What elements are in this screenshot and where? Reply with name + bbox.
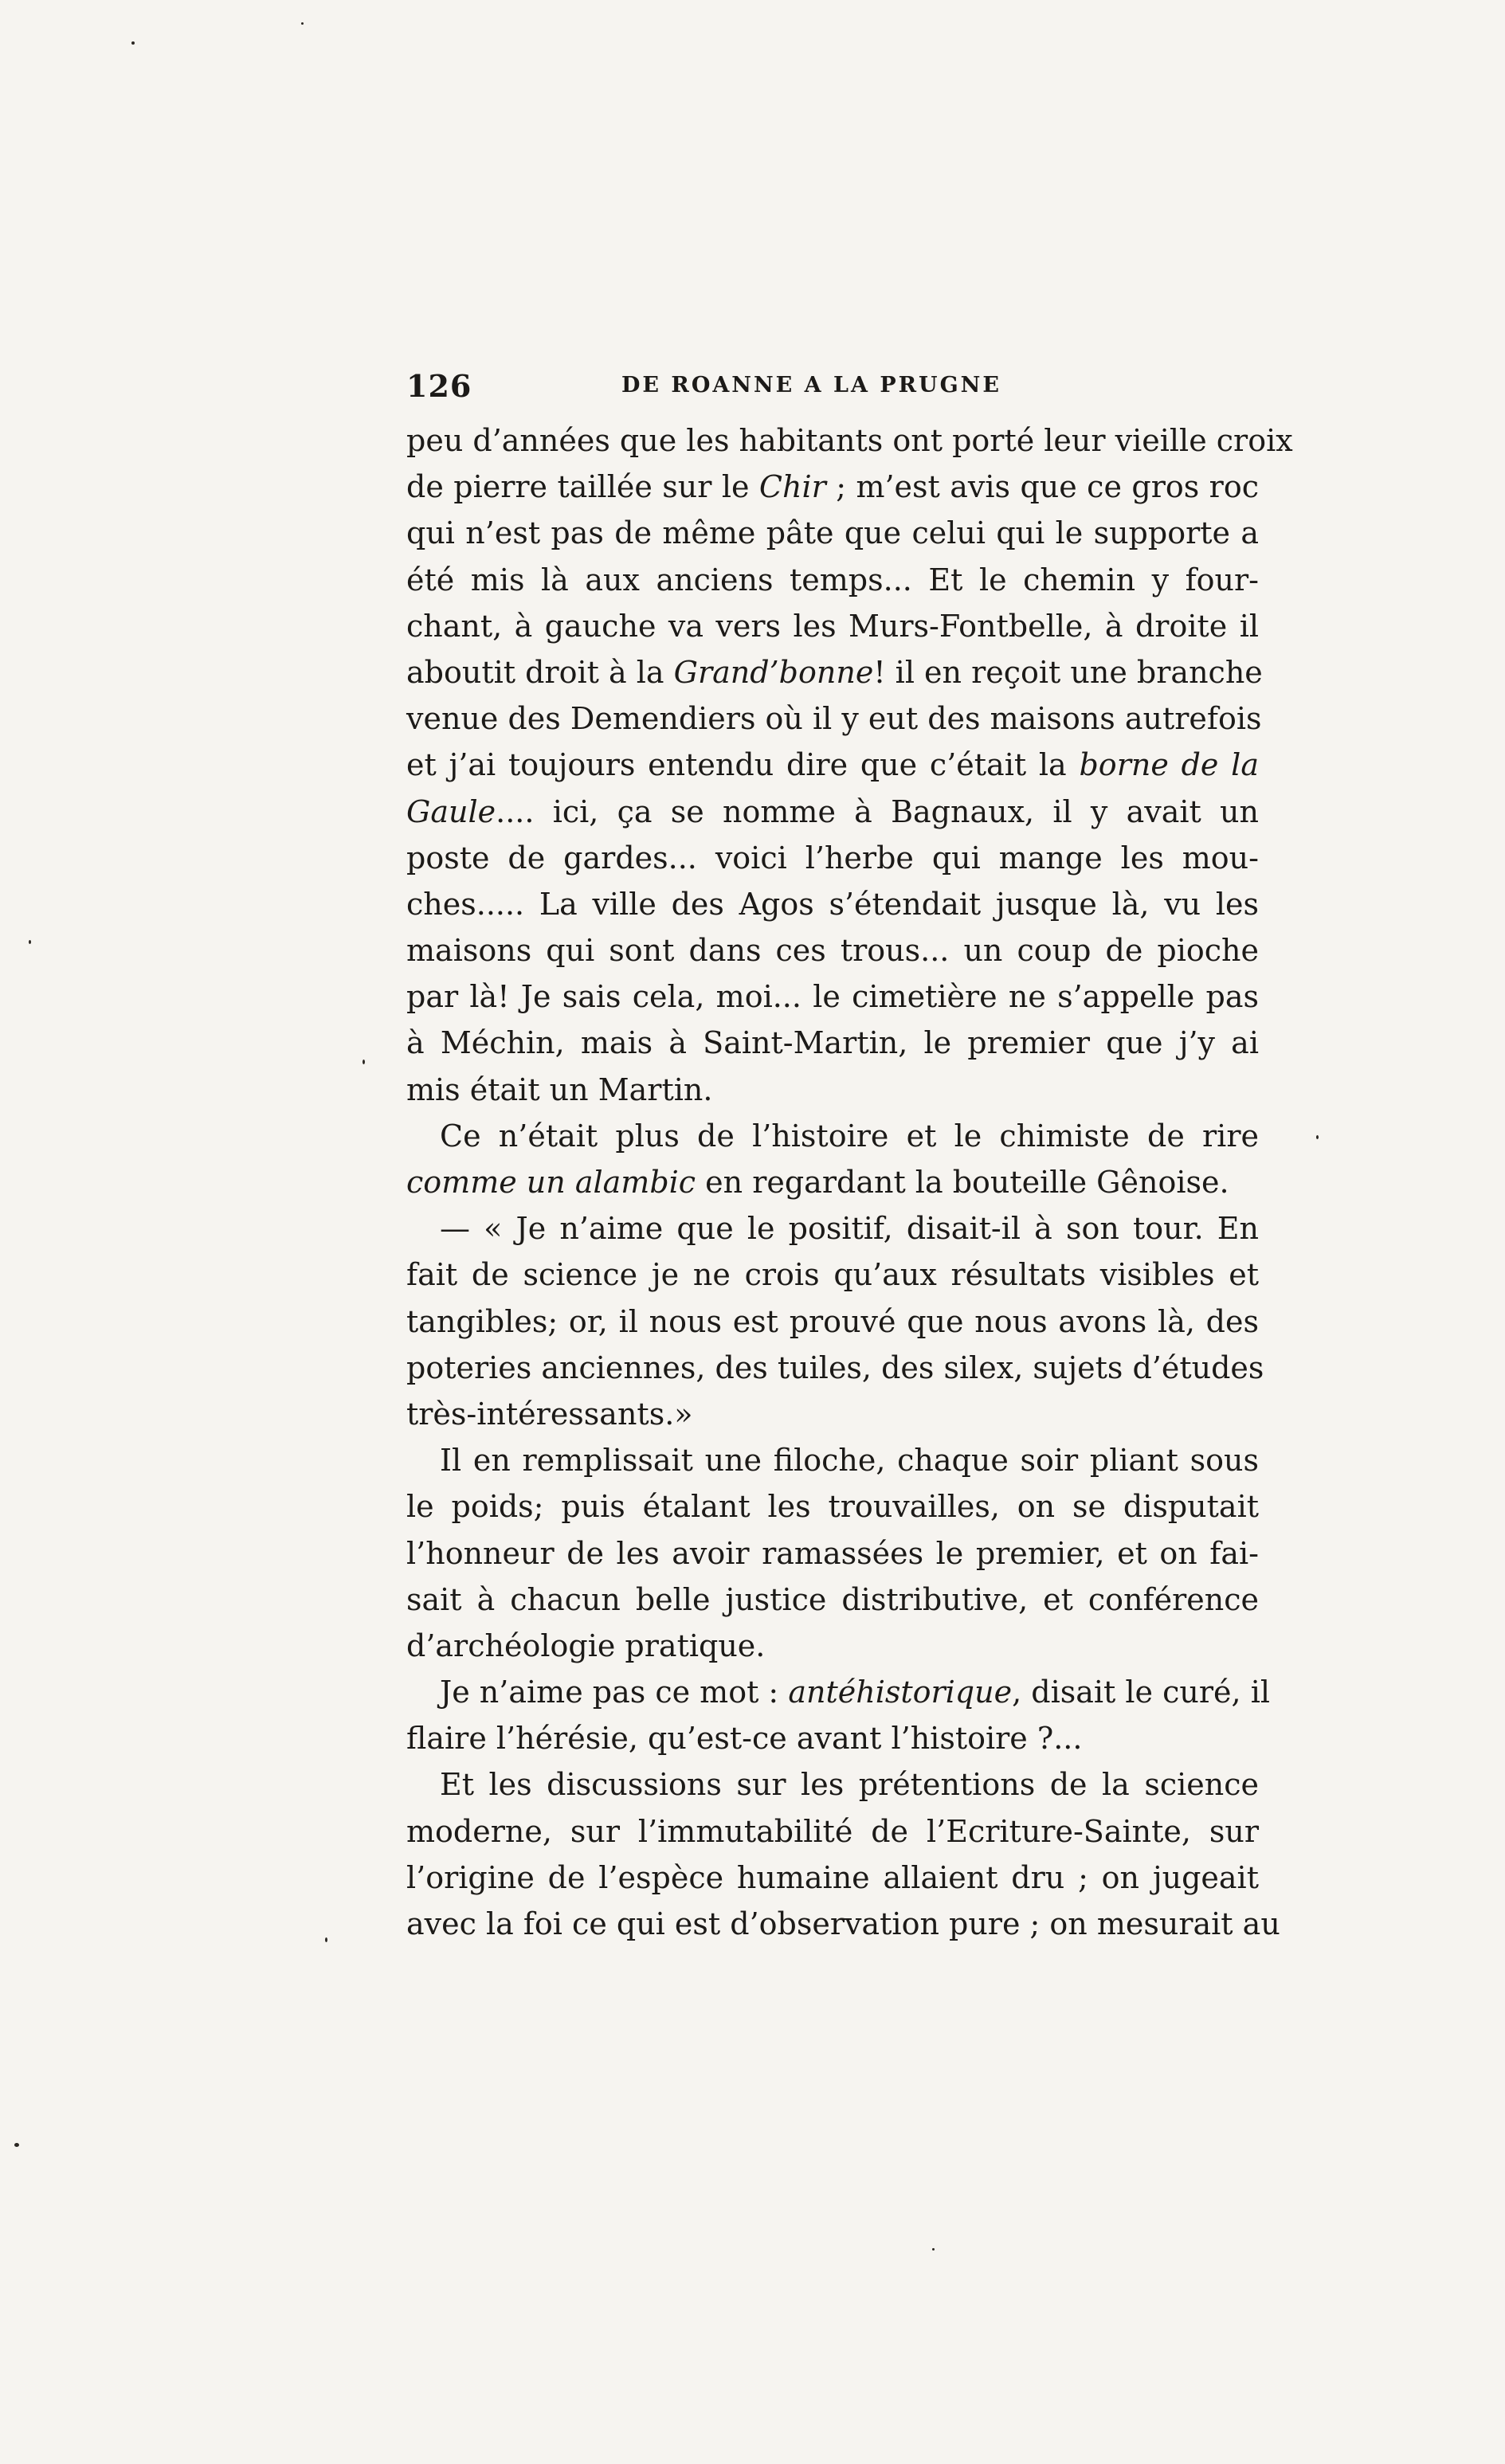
- text-line: Gaule.... ici, ça se nomme à Bagnaux, il y avait un: [406, 793, 1259, 829]
- text-line: et j’ai toujours entendu dire que c’était la borne de la: [406, 747, 1259, 783]
- text-line: fait de science je ne crois qu’aux résultats visibles et: [406, 1257, 1259, 1293]
- text-line: le poids; puis étalant les trouvailles, on se disputait: [406, 1489, 1259, 1525]
- speck: [363, 1060, 365, 1064]
- text-line: Ce n’était plus de l’histoire et le chimiste de rire: [440, 1118, 1259, 1154]
- text-line: de pierre taillée sur le Chir ; m’est avis que ce gros roc: [406, 469, 1259, 505]
- text-line: qui n’est pas de même pâte que celui qui le supporte a: [406, 515, 1259, 551]
- text-line: été mis là aux anciens temps... Et le chemin y four-: [406, 562, 1259, 597]
- text-line: Je n’aime pas ce mot : antéhistorique, disait le curé, il: [440, 1675, 1270, 1710]
- text-line: poste de gardes... voici l’herbe qui mange les mou-: [406, 840, 1259, 876]
- speck: [1316, 1135, 1319, 1139]
- speck: [325, 1937, 327, 1942]
- text-line: peu d’années que les habitants ont porté leur vieille croix: [406, 423, 1293, 458]
- text-line: Il en remplissait une filoche, chaque soir pliant sous: [440, 1443, 1259, 1479]
- speck: [131, 41, 135, 45]
- speck: [14, 2143, 19, 2147]
- running-title: DE ROANNE A LA PRUGNE: [621, 373, 1001, 398]
- speck: [301, 22, 304, 25]
- text-line: maisons qui sont dans ces trous... un coup de pioche: [406, 933, 1259, 969]
- text-line: Et les discussions sur les prétentions de la science: [440, 1767, 1259, 1803]
- running-head: [406, 368, 1259, 408]
- text-line: ches..... La ville des Agos s’étendait jusque là, vu les: [406, 886, 1259, 922]
- text-line: à Méchin, mais à Saint-Martin, le premier que j’y ai: [406, 1025, 1259, 1061]
- text-line: sait à chacun belle justice distributive, et conférence: [406, 1581, 1259, 1617]
- page-number: 126: [406, 368, 472, 404]
- text-line: mis était un Martin.: [406, 1071, 713, 1107]
- text-line: par là! Je sais cela, moi... le cimetière ne s’appelle pas: [406, 979, 1259, 1015]
- text-line: — « Je n’aime que le positif, disait-il à son tour. En: [440, 1211, 1259, 1247]
- text-line: tangibles; or, il nous est prouvé que nous avons là, des: [406, 1303, 1259, 1339]
- speck: [932, 2248, 935, 2251]
- body-text: [406, 417, 1293, 1947]
- text-line: très-intéressants.»: [406, 1396, 693, 1432]
- text-line: l’honneur de les avoir ramassées le premier, et on fai-: [406, 1535, 1259, 1571]
- text-line: poteries anciennes, des tuiles, des silex, sujets d’études: [406, 1350, 1264, 1385]
- text-line: chant, à gauche va vers les Murs-Fontbelle, à droite il: [406, 608, 1259, 644]
- text-line: venue des Demendiers où il y eut des maisons autrefois: [406, 701, 1262, 737]
- text-line: moderne, sur l’immutabilité de l’Ecriture-Sainte, sur: [406, 1813, 1259, 1849]
- text-line: flaire l’hérésie, qu’est-ce avant l’histoire ?...: [406, 1721, 1083, 1757]
- text-line: avec la foi ce qui est d’observation pure ; on mesurait au: [406, 1906, 1280, 1941]
- text-line: d’archéologie pratique.: [406, 1628, 766, 1663]
- text-line: l’origine de l’espèce humaine allaient dru ; on jugeait: [406, 1859, 1259, 1895]
- text-line: aboutit droit à la Grand’bonne! il en reçoit une branche: [406, 654, 1263, 690]
- text-line: comme un alambic en regardant la bouteille Gênoise.: [406, 1165, 1229, 1200]
- speck: [29, 940, 31, 944]
